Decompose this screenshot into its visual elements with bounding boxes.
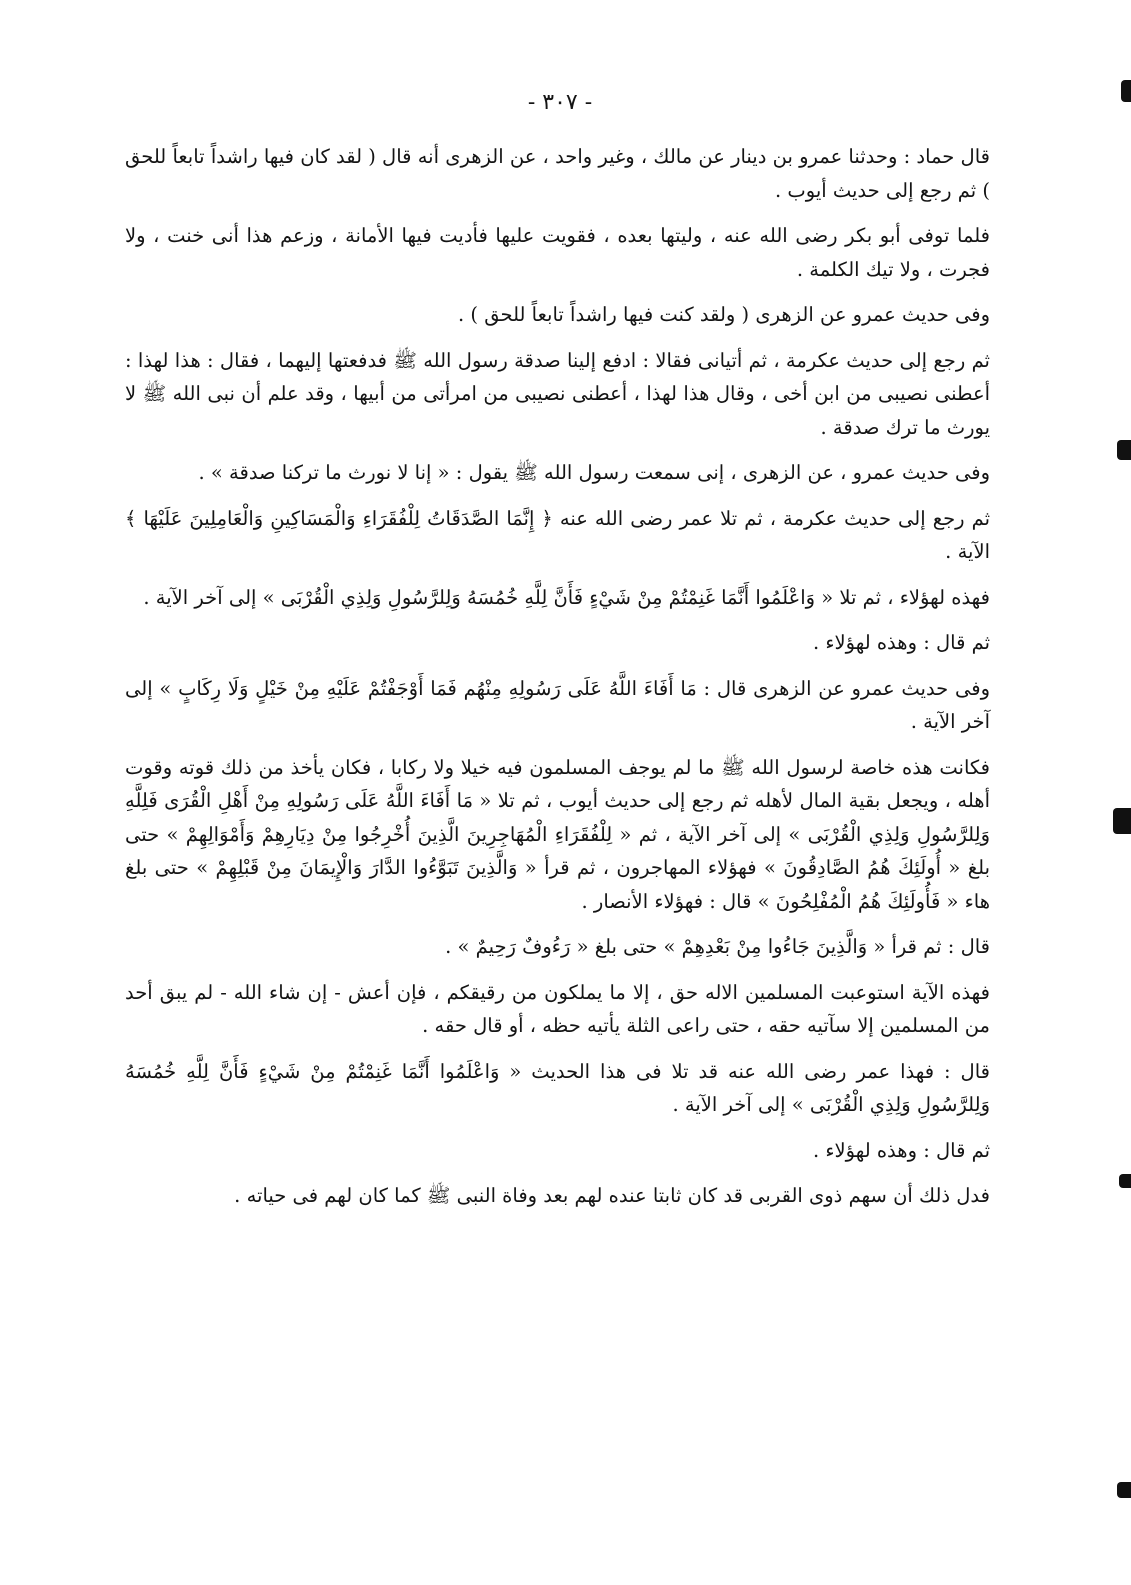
paragraph: فدل ذلك أن سهم ذوى القربى قد كان ثابتا عنده لهم بعد وفاة النبى ﷺ كما كان لهم فى حياته . xyxy=(234,1184,990,1207)
scan-edge-mark xyxy=(1121,80,1131,102)
paragraph: ثم رجع إلى حديث عكرمة ، ثم أتيانى فقالا : ادفع إلينا صدقة رسول الله ﷺ فدفعتها إليهما ، فقال : هذا لهذا : أعطنى نصيبى من ابن أخى ، وقال هذا لهذا ، أعطنى نصيبى من امرأتى من أبيها ، وقد علم أن نبى الله ﷺ لا يورث ما ترك صدقة . xyxy=(125,348,990,439)
paragraph: وفى حديث عمرو عن الزهرى قال : مَا أَفَاءَ اللَّهُ عَلَى رَسُولِهِ مِنْهُم فَمَا أَوْجَفْتُمْ عَلَيْهِ مِنْ خَيْلٍ وَلَا رِكَابٍ » إلى آخر الآية . xyxy=(125,676,990,733)
paragraph: فهذه الآية استوعبت المسلمين الاله حق ، إلا ما يملكون من رقيقكم ، فإن أعش - إن شاء الله - لم يبق أحد من المسلمين إلا سآتيه حقه ، حتى راعى الثلة يأتيه حظه ، أو قال حقه . xyxy=(125,980,990,1037)
paragraph: فكانت هذه خاصة لرسول الله ﷺ ما لم يوجف المسلمون فيه خيلا ولا ركابا ، فكان يأخذ من ذلك قوته وقوت أهله ، ويجعل بقية المال لأهله ثم رجع إلى حديث أيوب ، ثم تلا « مَا أَفَاءَ اللَّهُ عَلَى رَسُولِهِ مِنْ أَهْلِ الْقُرَى فَلِلَّهِ وَلِلرَّسُولِ وَلِذِي الْقُرْبَى » إلى آخر الآية ، ثم « لِلْفُقَرَاءِ الْمُهَاجِرِينَ الَّذِينَ أُخْرِجُوا مِنْ دِيَارِهِمْ وَأَمْوَالِهِمْ » حتى بلغ « أُولَئِكَ هُمُ الصَّادِقُونَ » فهؤلاء المهاجرون ، ثم قرأ « وَالَّذِينَ تَبَوَّءُوا الدَّارَ وَالْإِيمَانَ مِنْ قَبْلِهِمْ » حتى بلغ هاء « فَأُولَئِكَ هُمُ الْمُفْلِحُونَ » قال : فهؤلاء الأنصار . xyxy=(125,755,990,913)
scan-edge-mark xyxy=(1117,440,1131,460)
paragraph: قال : فهذا عمر رضى الله عنه قد تلا فى هذا الحديث « وَاعْلَمُوا أَنَّمَا غَنِمْتُمْ مِنْ شَيْءٍ فَأَنَّ لِلَّهِ خُمُسَهُ وَلِلرَّسُولِ وَلِذِي الْقُرْبَى » إلى آخر الآية . xyxy=(125,1059,990,1116)
scan-edge-mark xyxy=(1119,1174,1131,1188)
scan-edge-mark xyxy=(1113,808,1131,834)
paragraph: وفى حديث عمرو عن الزهرى ( ولقد كنت فيها راشداً تابعاً للحق ) . xyxy=(458,303,990,326)
document-body xyxy=(125,140,1010,1225)
page-number: - ٣٠٧ - xyxy=(527,90,593,115)
paragraph: فهذه لهؤلاء ، ثم تلا « وَاعْلَمُوا أَنَّمَا غَنِمْتُمْ مِنْ شَيْءٍ فَأَنَّ لِلَّهِ خُمُسَهُ وَلِلرَّسُولِ وَلِذِي الْقُرْبَى » إلى آخر الآية . xyxy=(143,585,990,609)
paragraph: قال : ثم قرأ « وَالَّذِينَ جَاءُوا مِنْ بَعْدِهِمْ » حتى بلغ « رَءُوفٌ رَحِيمٌ » . xyxy=(445,935,990,958)
paragraph: قال حماد : وحدثنا عمرو بن دينار عن مالك ، وغير واحد ، عن الزهرى أنه قال ( لقد كان فيها راشداً تابعاً للحق ) ثم رجع إلى حديث أيوب . xyxy=(125,145,990,202)
paragraph: وفى حديث عمرو ، عن الزهرى ، إنى سمعت رسول الله ﷺ يقول : « إنا لا نورث ما تركنا صدقة » . xyxy=(198,461,990,484)
scan-edge-mark xyxy=(1117,1482,1131,1498)
paragraph: فلما توفى أبو بكر رضى الله عنه ، وليتها بعده ، فقويت عليها فأديت فيها الأمانة ، وزعم هذا أنى خنت ، ولا فجرت ، ولا تيك الكلمة . xyxy=(125,224,990,281)
paragraph: ثم قال : وهذه لهؤلاء . xyxy=(812,1138,990,1162)
paragraph: ثم رجع إلى حديث عكرمة ، ثم تلا عمر رضى الله عنه ﴿ إِنَّمَا الصَّدَقَاتُ لِلْفُقَرَاءِ وَالْمَسَاكِينِ وَالْعَامِلِينَ عَلَيْهَا ﴾ الآية . xyxy=(125,506,990,563)
paragraph: ثم قال : وهذه لهؤلاء . xyxy=(812,631,990,654)
